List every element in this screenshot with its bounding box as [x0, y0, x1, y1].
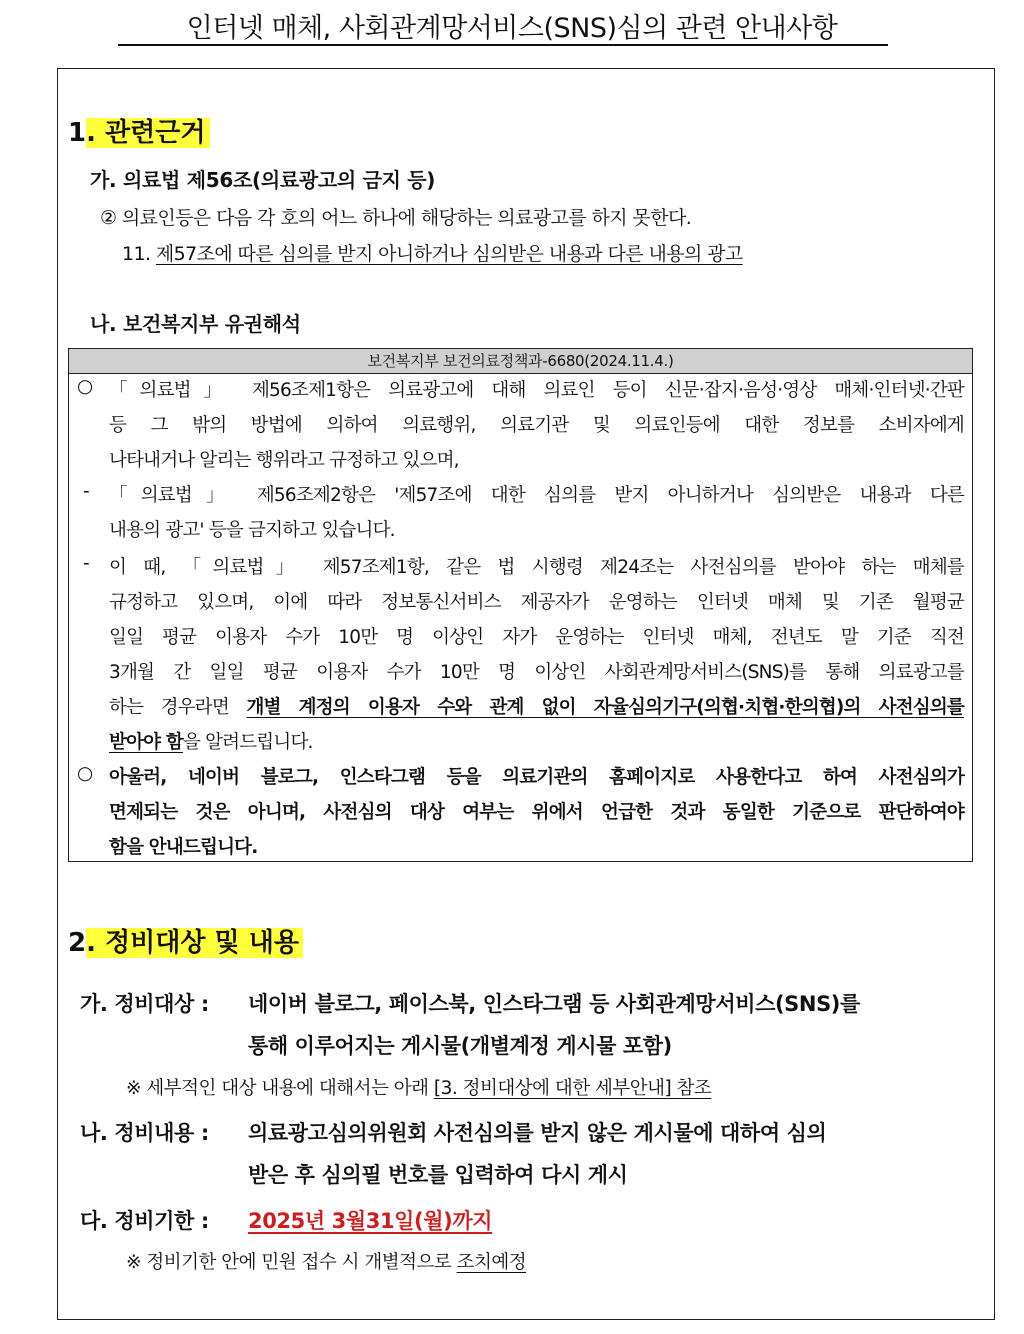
- section2-a-line2: 통해 이루어지는 게시물(개별계정 게시물 포함): [248, 1034, 672, 1058]
- ruling-line: 3개월 간 일일 평균 이용자 수가 10만 명 이상인 사회관계망서비스(SNS)를 통해 의료광고를: [109, 662, 964, 683]
- page-title: 인터넷 매체, 사회관계망서비스(SNS)심의 관련 안내사항: [186, 13, 838, 44]
- section2-c-note: [126, 1248, 526, 1274]
- ruling-header: 보건복지부 보건의료정책과-6680(2024.11.4.): [69, 349, 972, 374]
- ruling-text: 을 알려드립니다.: [182, 732, 313, 753]
- section2-b-line1: 의료광고심의위원회 사전심의를 받지 않은 게시물에 대하여 심의: [248, 1121, 827, 1145]
- ruling-line: 일일 평균 이용자 수가 10만 명 이상인 자가 운영하는 인터넷 매체, 전년도 말 기준 직전: [109, 627, 964, 648]
- dash-bullet-icon: -: [83, 553, 90, 574]
- circle-bullet-icon: ○: [77, 763, 94, 784]
- section1-a-line2: [122, 239, 743, 266]
- ruling-line: [109, 693, 964, 719]
- note-text: ※ 정비기한 안에 민원 접수 시 개별적으로: [126, 1252, 457, 1273]
- section1-number: 1: [68, 118, 87, 148]
- section2-number: 2: [68, 928, 87, 958]
- ruling-line: 「의료법」 제56조제1항은 의료광고에 대해 의료인 등이 신문·잡지·음성·영상 매체·인터넷·간판: [109, 380, 964, 401]
- section2-c-label: 다. 정비기한 :: [80, 1209, 209, 1233]
- title-underline: [118, 44, 888, 46]
- section2-a-note: [126, 1074, 711, 1100]
- ruling-line: 「의료법」 제56조제2항은 '제57조에 대한 심의를 받지 아니하거나 심의받은 내용과 다른: [109, 485, 964, 506]
- ruling-emphasis: 받아야 함: [109, 732, 183, 753]
- note-reference: [3. 정비대상에 대한 세부안내] 참조: [433, 1078, 712, 1099]
- section2-a-label: 가. 정비대상 :: [80, 992, 209, 1016]
- ruling-box: [68, 348, 973, 862]
- ruling-line: 규정하고 있으며, 이에 따라 정보통신서비스 제공자가 운영하는 인터넷 매체 및 기존 월평균: [109, 592, 964, 613]
- section1-title: . 관련근거: [86, 118, 209, 148]
- section2-a-line1: 네이버 블로그, 페이스북, 인스타그램 등 사회관계망서비스(SNS)를: [248, 992, 860, 1016]
- dash-bullet-icon: -: [83, 481, 90, 502]
- section1-a-heading: 가. 의료법 제56조(의료광고의 금지 등): [90, 168, 436, 192]
- section2-heading: [68, 922, 303, 959]
- clause-text: 제57조에 따른 심의를 받지 아니하거나 심의받은 내용과 다른 내용의 광고: [155, 243, 743, 265]
- ruling-line: 등 그 밖의 방법에 의하여 의료행위, 의료기관 및 의료인등에 대한 정보를 소비자에게: [109, 415, 964, 436]
- ruling-line: 이 때, 「의료법」 제57조제1항, 같은 법 시행령 제24조는 사전심의를 받아야 하는 매체를: [109, 557, 964, 578]
- section1-heading: [68, 112, 210, 149]
- ruling-line: 아울러, 네이버 블로그, 인스타그램 등을 의료기관의 홈페이지로 사용한다고 하여 사전심의가: [109, 767, 964, 788]
- ruling-line: 함을 안내드립니다.: [109, 837, 258, 858]
- ruling-text: 하는 경우라면: [109, 697, 247, 718]
- section2-title: . 정비대상 및 내용: [86, 928, 303, 958]
- ruling-line: 내용의 광고' 등을 금지하고 있습니다.: [109, 520, 395, 541]
- circle-bullet-icon: ○: [77, 376, 94, 397]
- ruling-line: 면제되는 것은 아니며, 사전심의 대상 여부는 위에서 언급한 것과 동일한 기준으로 판단하여야: [109, 802, 964, 823]
- section1-b-heading: 나. 보건복지부 유권해석: [90, 312, 301, 336]
- section1-a-line1: ② 의료인등은 다음 각 호의 어느 하나에 해당하는 의료광고를 하지 못한다.: [100, 207, 692, 229]
- section2-b-line2: 받은 후 심의필 번호를 입력하여 다시 게시: [248, 1163, 628, 1187]
- clause-number: 11.: [122, 243, 156, 265]
- note-emphasis: 조치예정: [456, 1252, 527, 1273]
- deadline-value: 2025년 3월31일(월)까지: [248, 1209, 493, 1233]
- ruling-line: 나타내거나 알리는 행위라고 규정하고 있으며,: [109, 450, 459, 471]
- section2-b-label: 나. 정비내용 :: [80, 1121, 209, 1145]
- note-text: ※ 세부적인 대상 내용에 대해서는 아래: [126, 1078, 434, 1099]
- ruling-line: [109, 728, 964, 754]
- ruling-emphasis: 개별 계정의 이용자 수와 관계 없이 자율심의기구(의협·치협·한의협)의 사전심의를: [246, 697, 964, 718]
